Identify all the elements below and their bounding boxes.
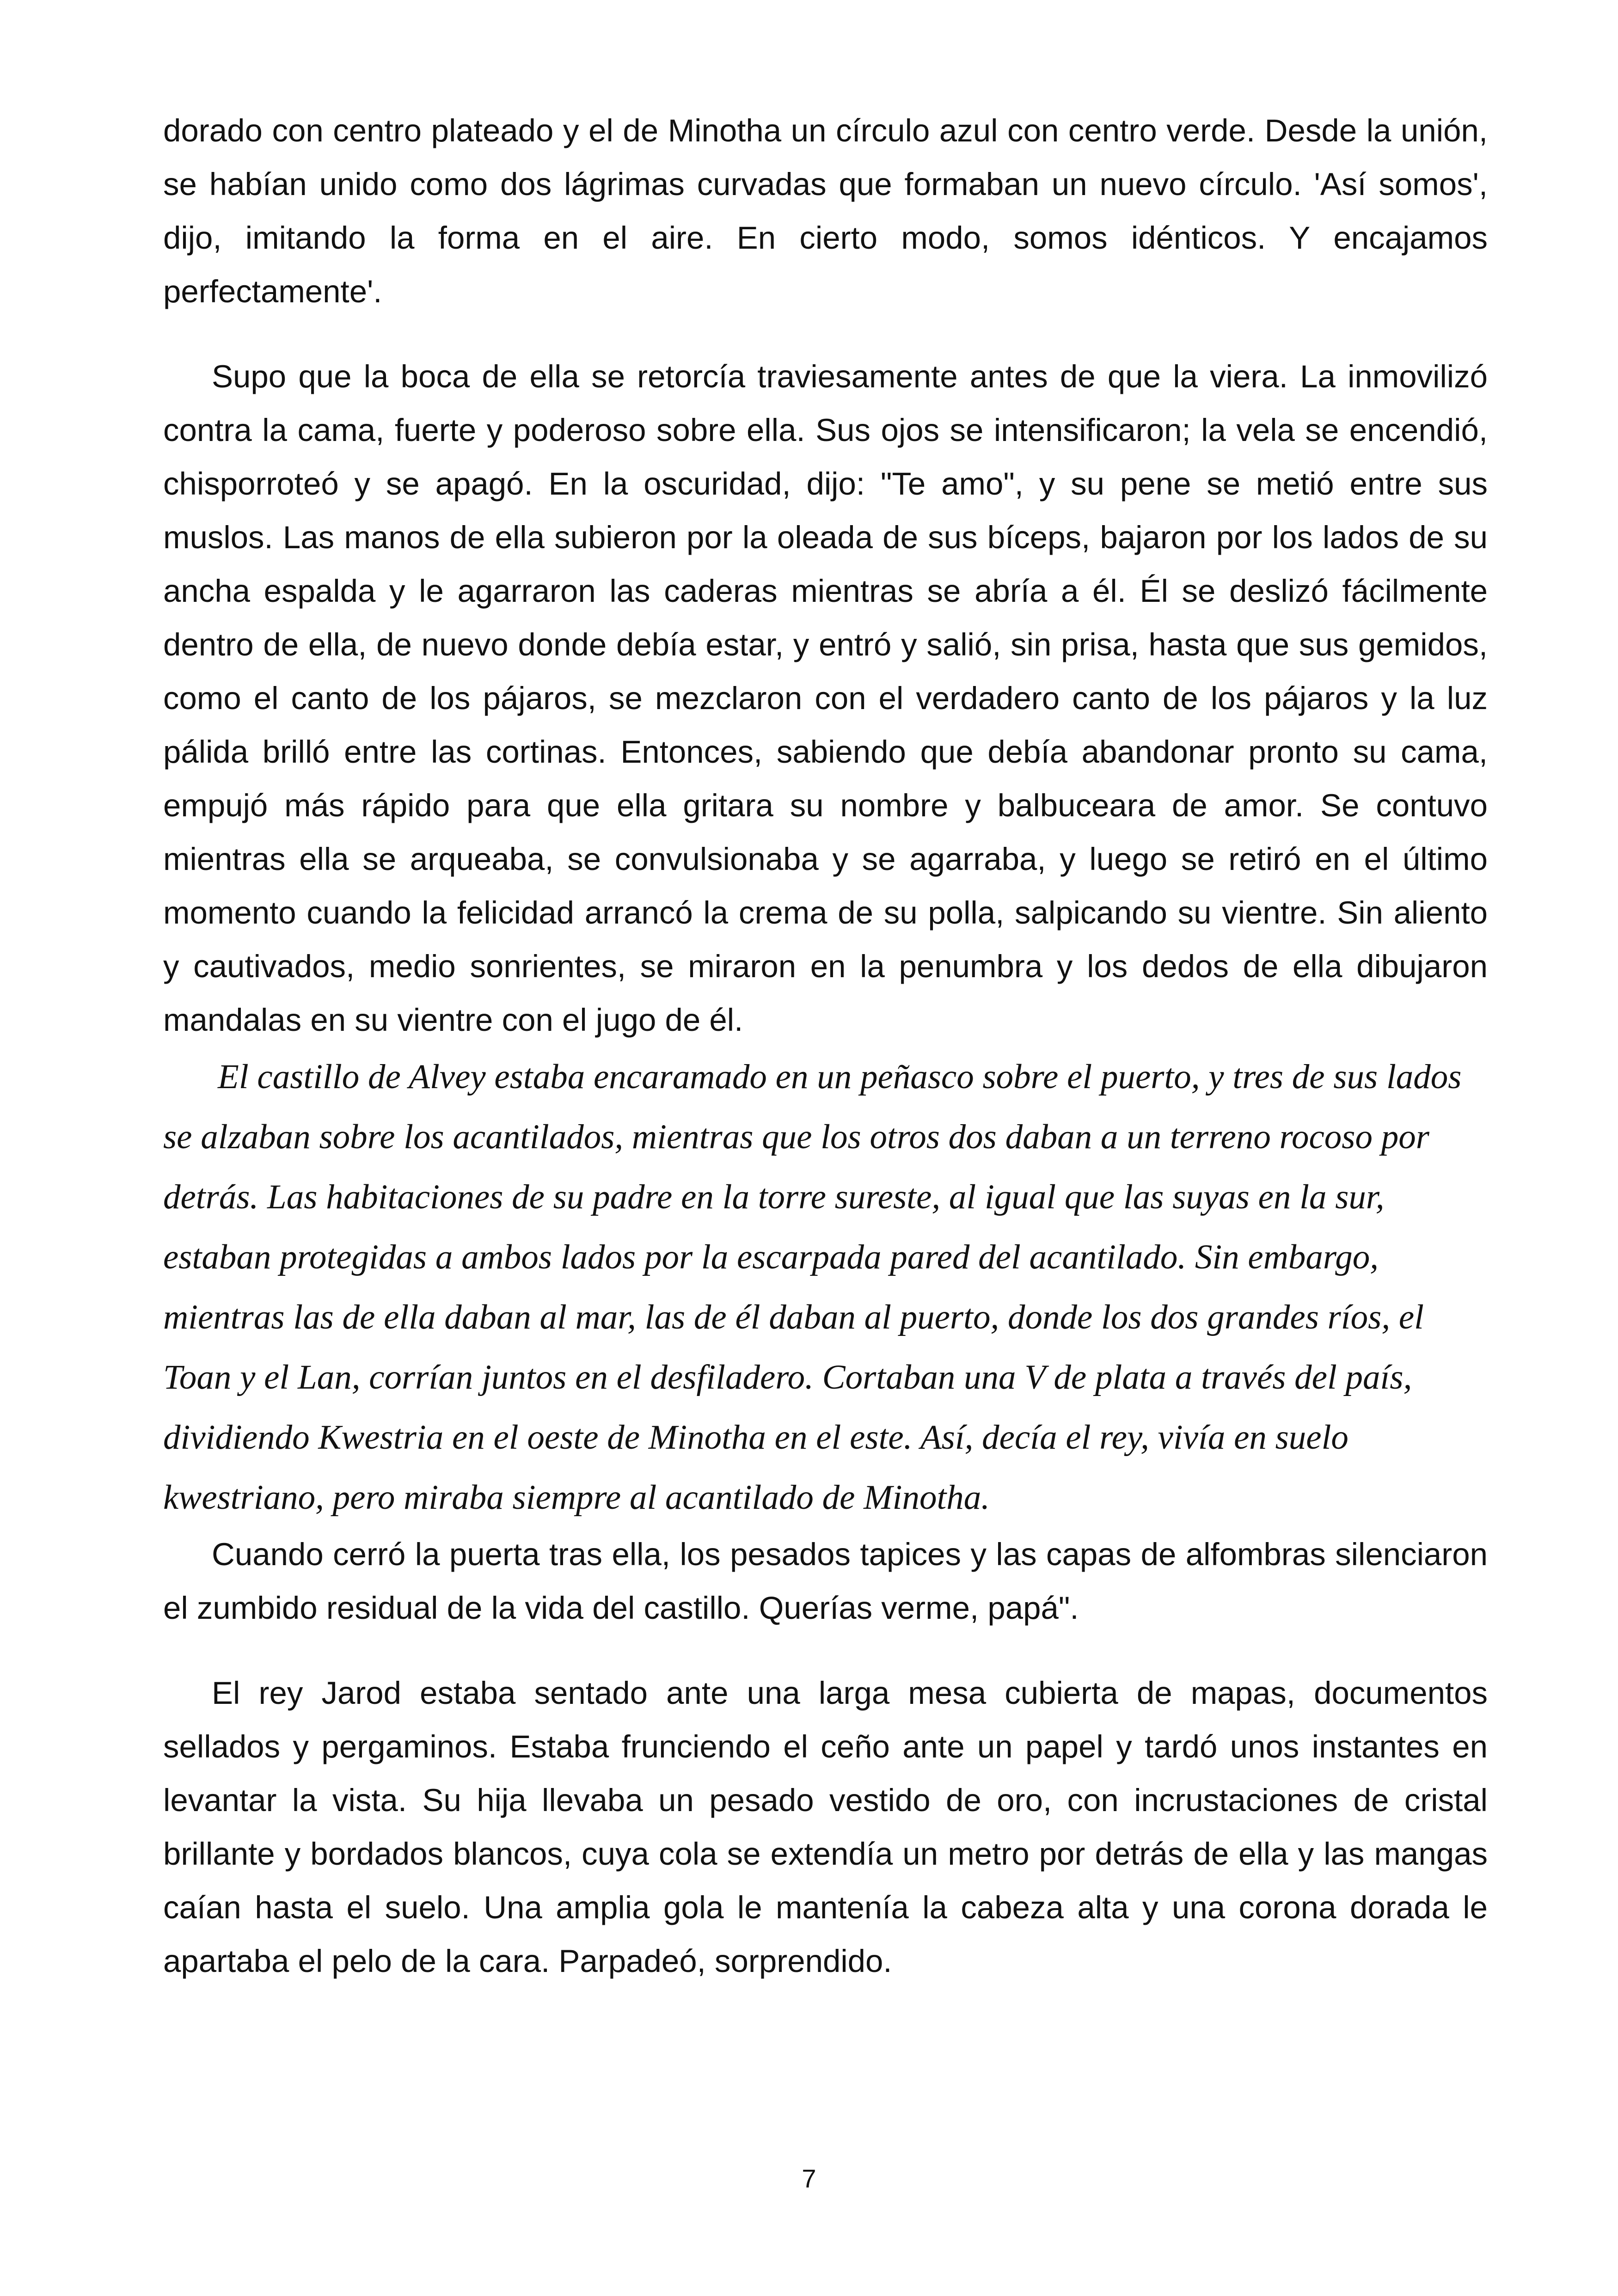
paragraph-5: El rey Jarod estaba sentado ante una larga mesa cubierta de mapas, documentos sellados y pergaminos. Estaba frunciendo el ceño ante un papel y tardó unos instantes en levantar la vista. Su hija llevaba un pesado vestido de oro, con incrustaciones de cristal brillante y bordados blancos, cuya cola se extendía un metro por detrás de ella y las mangas caían hasta el suelo. Una amplia gola le mantenía la cabeza alta y una corona dorada le apartaba el pelo de la cara. Parpadeó, sorprendido. — [163, 1675, 1488, 1979]
italic-paragraph: El castillo de Alvey estaba encaramado en un peñasco sobre el puerto, y tres de sus lados se alzaban sobre los acantilados, mientras que los otros dos daban a un terreno rocoso por detrás. Las habitaciones de su padre en la torre sureste, al igual que las suyas en la sur, estaban protegidas a ambos lados por la escarpada pared del acantilado. Sin embargo, mientras las de ella daban al mar, las de él daban al puerto, donde los dos grandes ríos, el Toan y el Lan, corrían juntos en el desfiladero. Cortaban una V de plata a través del país, dividiendo Kwestria en el oeste de Minotha en el este. Así, decía el rey, vivía en suelo kwestriano, pero miraba siempre al acantilado de Minotha. — [163, 1058, 1462, 1517]
paragraph-4: Cuando cerró la puerta tras ella, los pesados tapices y las capas de alfombras silenciaron el zumbido residual de la vida del castillo. Querías verme, papá". — [163, 1537, 1488, 1626]
page-number: 7 — [802, 2164, 816, 2193]
paragraph-1: dorado con centro plateado y el de Minotha un círculo azul con centro verde. Desde la unión, se habían unido como dos lágrimas curvadas que formaban un nuevo círculo. 'Así somos', dijo, imitando la forma en el aire. En cierto modo, somos idénticos. Y encajamos perfectamente'. — [163, 113, 1488, 309]
document-page — [163, 104, 1488, 1988]
paragraph-2: Supo que la boca de ella se retorcía traviesamente antes de que la viera. La inmovilizó contra la cama, fuerte y poderoso sobre ella. Sus ojos se intensificaron; la vela se encendió, chisporroteó y se apagó. En la oscuridad, dijo: "Te amo", y su pene se metió entre sus muslos. Las manos de ella subieron por la oleada de sus bíceps, bajaron por los lados de su ancha espalda y le agarraron las caderas mientras se abría a él. Él se deslizó fácilmente dentro de ella, de nuevo donde debía estar, y entró y salió, sin prisa, hasta que sus gemidos, como el canto de los pájaros, se mezclaron con el verdadero canto de los pájaros y la luz pálida brilló entre las cortinas. Entonces, sabiendo que debía abandonar pronto su cama, empujó más rápido para que ella gritara su nombre y balbuceara de amor. Se contuvo mientras ella se arqueaba, se convulsionaba y se agarraba, y luego se retiró en el último momento cuando la felicidad arrancó la crema de su polla, salpicando su vientre. Sin aliento y cautivados, medio sonrientes, se miraron en la penumbra y los dedos de ella dibujaron mandalas en su vientre con el jugo de él. — [163, 359, 1488, 1038]
